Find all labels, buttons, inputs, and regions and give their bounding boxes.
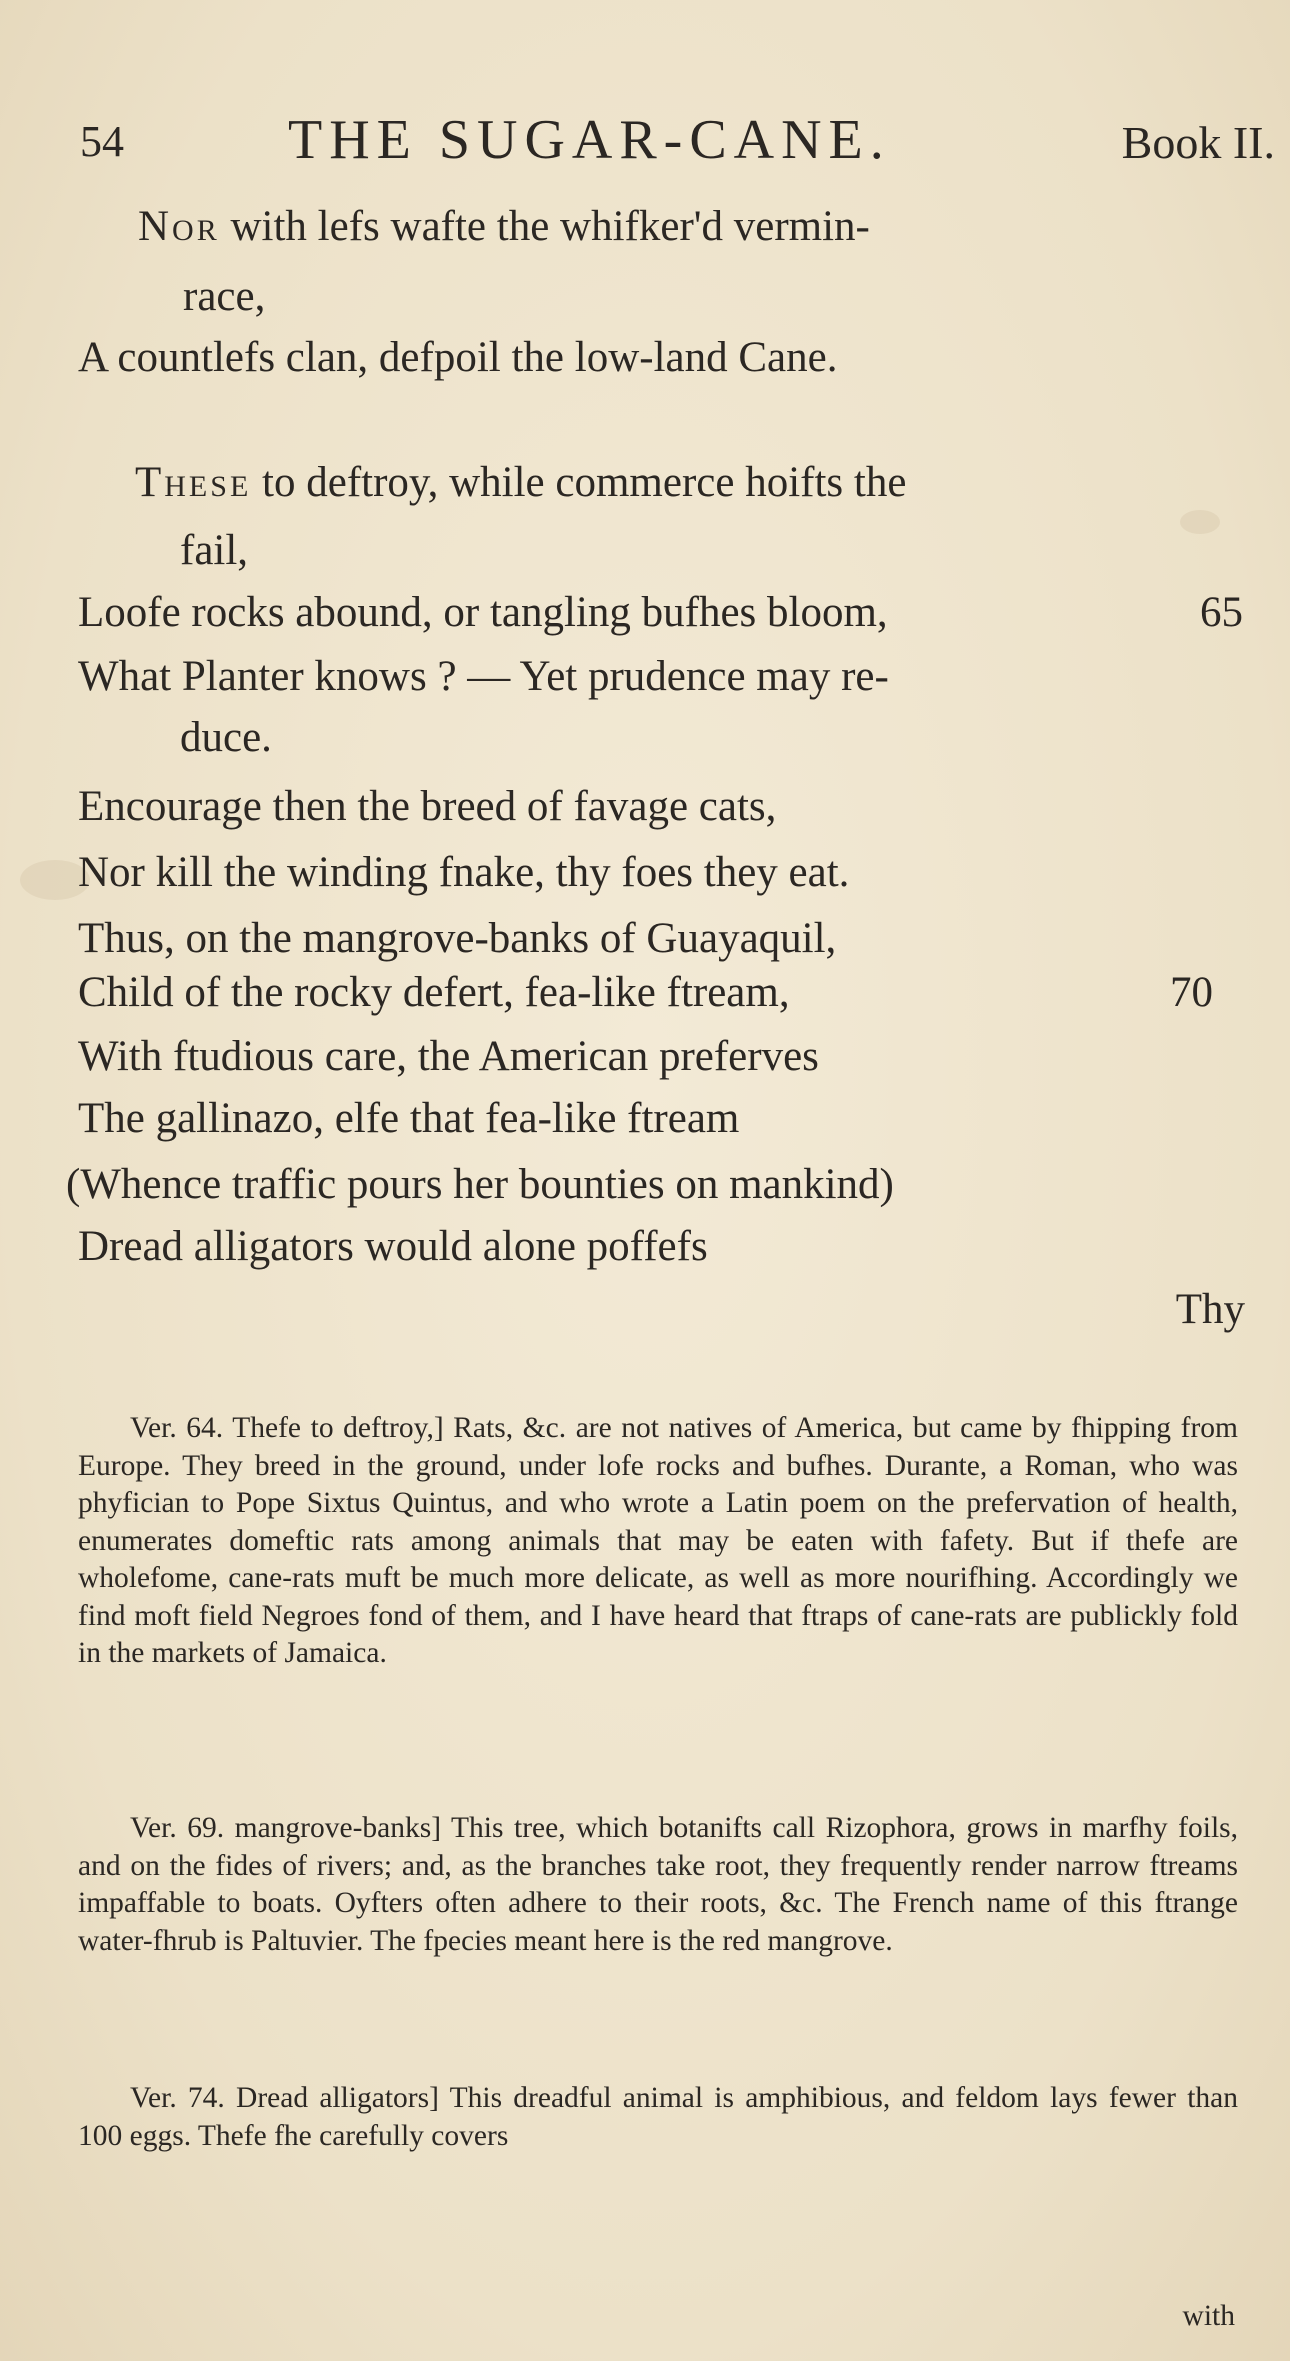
verse-line <box>78 912 836 966</box>
verse-text: The gallinazo, elfe that fea-like ftream <box>78 1095 740 1142</box>
verse-text: Thus, on the mangrove-banks of Guayaquil, <box>78 915 837 962</box>
verse-line <box>78 1092 739 1146</box>
verse-line <box>78 780 776 834</box>
verse-line <box>78 1030 819 1084</box>
footnote-ver-74: Ver. 74. Dread alligators] This dreadful animal is amphibious, and feldom lays fewer than 100 eggs. Thefe fhe carefully covers <box>78 2082 1238 2152</box>
verse-line <box>183 270 265 324</box>
verse-line <box>135 456 906 510</box>
verse-text: Nor kill the winding fnake, thy foes they eat. <box>78 849 850 896</box>
verse-text: Encourage then the breed of favage cats, <box>78 783 777 830</box>
verse-line <box>78 586 888 640</box>
verse-lead: These <box>135 459 252 506</box>
verse-line <box>180 524 248 578</box>
verse-line <box>78 1220 708 1274</box>
page-number: 54 <box>80 117 124 166</box>
verse-line <box>78 966 790 1020</box>
verse-text: duce. <box>180 714 272 761</box>
verse-line <box>78 650 889 704</box>
footnote-ver-64: Ver. 64. Thefe to deftroy,] Rats, &c. are not natives of America, but came by fhipping from Europe. They breed in the ground, under lofe rocks and bufhes. Durante, a Roman, who was phyfician to Pope Sixtus Quintus, and who wrote a Latin poem on the prefervation of health, enumerates domeftic rats among animals that may be eaten with fafety. But if thefe are wholefome, cane-rats muft be much more delicate, as well as more nourifhing. Accordingly we find moft field Negroes fond of them, and I have heard that ftraps of cane-rats are publickly fold in the markets of Jamaica. <box>78 1412 1238 1669</box>
book-label: Book II. <box>1121 117 1275 168</box>
running-header <box>80 108 1275 178</box>
running-title: THE SUGAR-CANE. <box>288 109 891 171</box>
verse-text: fail, <box>180 527 249 574</box>
verse-text: (Whence traffic pours her bounties on mankind) <box>66 1161 894 1208</box>
verse-line <box>138 200 870 254</box>
verse-line <box>180 711 272 765</box>
footnote-ver-69: Ver. 69. mangrove-banks] This tree, which botanifts call Rizophora, grows in marfhy foils, and on the fides of rivers; and, as the branches take root, they frequently render narrow ftreams impaffable to boats. Oyfters often adhere to their roots, &c. The French name of this ftrange water-fhrub is Paltuvier. The fpecies meant here is the red mangrove. <box>78 1812 1238 1957</box>
verse-text: A countlefs clan, defpoil the low-land Cane. <box>78 334 838 381</box>
paper-stain <box>1180 510 1220 534</box>
verse-line <box>78 331 837 385</box>
verse-text: Loofe rocks abound, or tangling bufhes bloom, <box>78 589 888 636</box>
catchword: Thy <box>1175 1286 1245 1333</box>
line-number-70: 70 <box>1170 969 1213 1016</box>
line-number-65: 65 <box>1200 589 1243 636</box>
verse-text: Dread alligators would alone poffefs <box>78 1223 708 1270</box>
verse-line <box>66 1158 894 1212</box>
verse-text: What Planter knows ? — Yet prudence may re- <box>78 653 889 700</box>
verse-text: with lefs wafte the whifker'd vermin- <box>219 203 870 250</box>
verse-text: to deftroy, while commerce hoifts the <box>251 459 907 506</box>
verse-lead: Nor <box>138 203 220 250</box>
verse-text: race, <box>183 273 266 320</box>
verse-text: With ftudious care, the American preferves <box>78 1033 819 1080</box>
verse-line <box>78 846 849 900</box>
verse-text: Child of the rocky defert, fea-like ftream, <box>78 969 790 1016</box>
footnote-catchword: with <box>1182 2300 1235 2332</box>
